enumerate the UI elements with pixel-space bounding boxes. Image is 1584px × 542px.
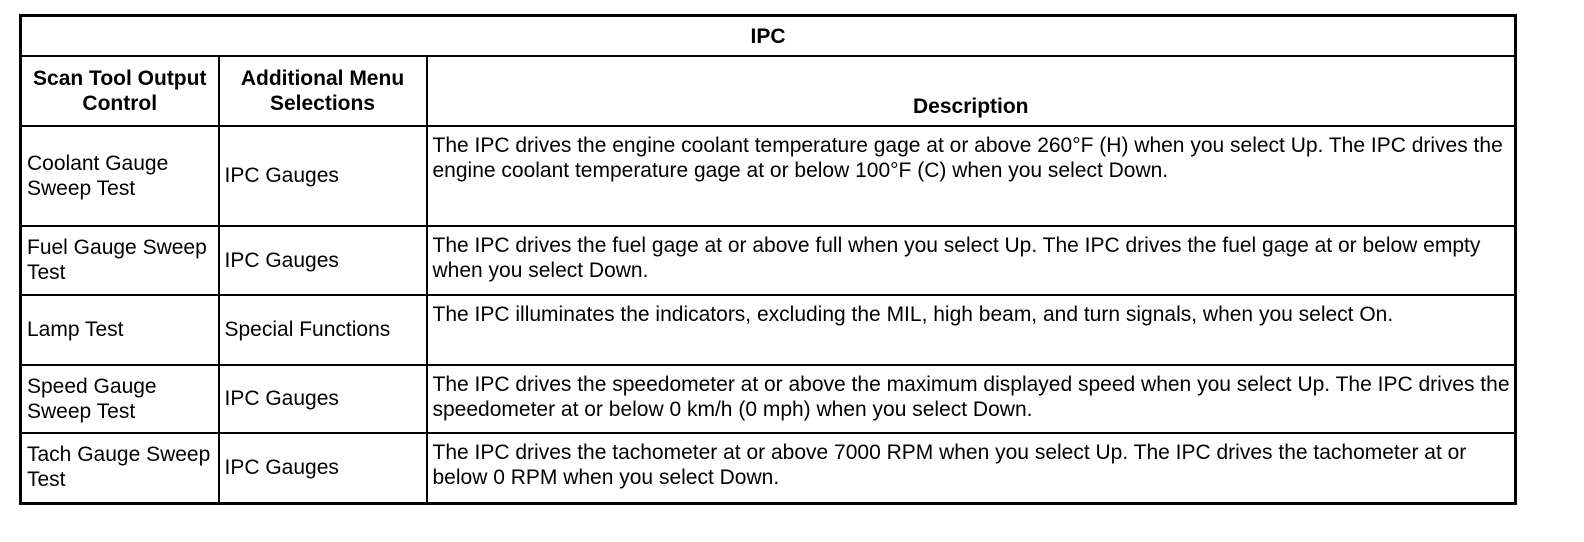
cell-control: Fuel Gauge Sweep Test [21,226,219,295]
cell-menu: IPC Gauges [219,365,427,433]
table-row [21,365,1516,433]
table-title: IPC [21,16,1516,57]
cell-control: Speed Gauge Sweep Test [21,365,219,433]
cell-description: The IPC drives the tachometer at or above 7000 RPM when you select Up. The IPC drives the tachometer at or below 0 RPM when you select Down. [427,433,1516,503]
cell-description: The IPC drives the engine coolant temperature gage at or above 260°F (H) when you select Up. The IPC drives the engine coolant temperature gage at or below 100°F (C) when you select Down. [427,126,1516,226]
cell-description: The IPC illuminates the indicators, excluding the MIL, high beam, and turn signals, when you select On. [427,295,1516,365]
header-scan-tool-output-control: Scan Tool Output Control [21,56,219,126]
table-row [21,226,1516,295]
table-row [21,433,1516,503]
cell-menu: IPC Gauges [219,226,427,295]
cell-control: Lamp Test [21,295,219,365]
table-title-row [21,16,1516,57]
cell-menu: Special Functions [219,295,427,365]
table-row [21,126,1516,226]
cell-menu: IPC Gauges [219,126,427,226]
cell-description: The IPC drives the speedometer at or above the maximum displayed speed when you select Up. The IPC drives the speedometer at or below 0 km/h (0 mph) when you select Down. [427,365,1516,433]
cell-description: The IPC drives the fuel gage at or above full when you select Up. The IPC drives the fuel gage at or below empty when you select Down. [427,226,1516,295]
ipc-output-control-table [19,14,1517,505]
header-additional-menu-selections: Additional Menu Selections [219,56,427,126]
header-description: Description [427,56,1516,126]
cell-control: Tach Gauge Sweep Test [21,433,219,503]
cell-menu: IPC Gauges [219,433,427,503]
table-row [21,295,1516,365]
cell-control: Coolant Gauge Sweep Test [21,126,219,226]
table-header-row [21,56,1516,126]
